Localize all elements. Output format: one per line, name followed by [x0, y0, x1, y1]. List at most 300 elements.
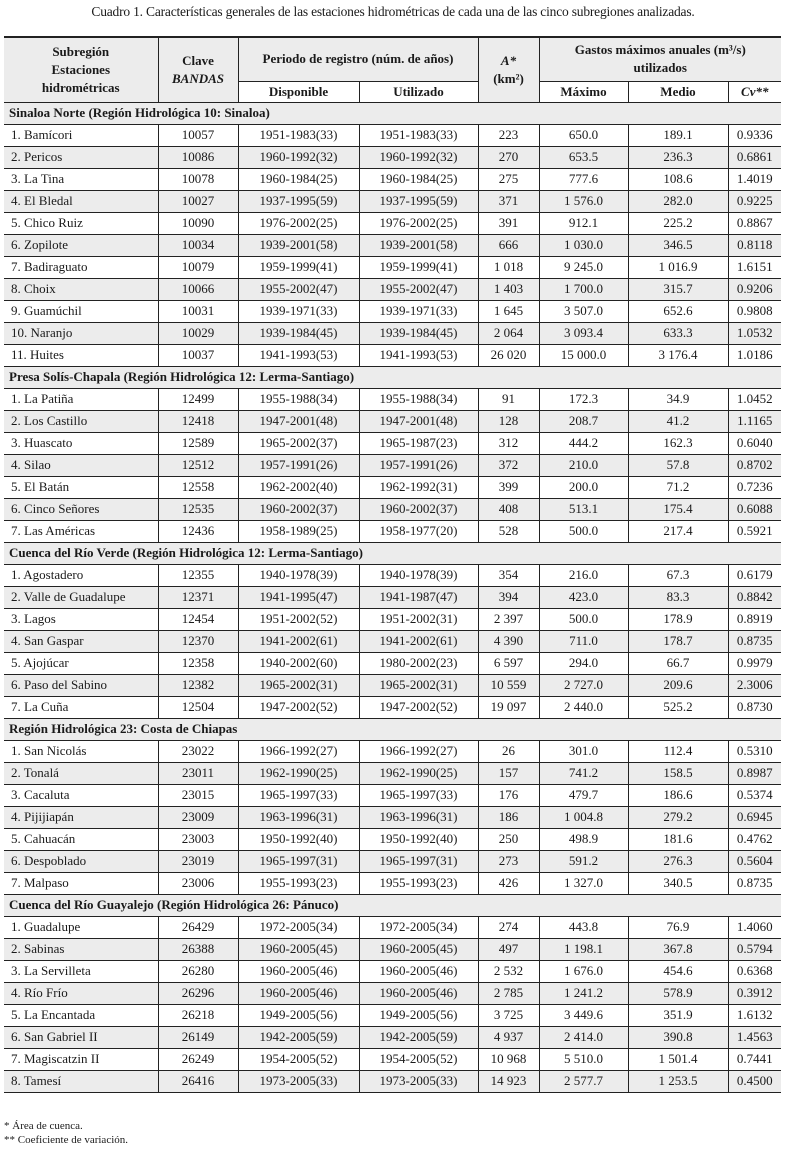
periodo-disponible-cell: 1940-2002(60) [238, 652, 359, 674]
clave-cell: 12370 [158, 630, 238, 652]
table-row [4, 828, 781, 850]
table-row [4, 564, 781, 586]
station-name-cell: 3. Huascato [4, 432, 158, 454]
clave-cell: 12371 [158, 586, 238, 608]
gasto-medio-cell: 390.8 [628, 1026, 728, 1048]
table-row [4, 696, 781, 718]
gasto-maximo-cell: 208.7 [539, 410, 628, 432]
periodo-disponible-cell: 1960-2005(46) [238, 982, 359, 1004]
table-row [4, 806, 781, 828]
gasto-maximo-cell: 741.2 [539, 762, 628, 784]
gasto-maximo-cell: 912.1 [539, 212, 628, 234]
cv-cell: 0.5604 [728, 850, 781, 872]
cv-cell: 1.6132 [728, 1004, 781, 1026]
periodo-disponible-cell: 1941-1993(53) [238, 344, 359, 366]
header-disponible: Disponible [238, 81, 359, 102]
area-cell: 91 [478, 388, 539, 410]
area-cell: 372 [478, 454, 539, 476]
station-name-cell: 5. Cahuacán [4, 828, 158, 850]
periodo-disponible-cell: 1976-2002(25) [238, 212, 359, 234]
area-cell: 273 [478, 850, 539, 872]
station-name-cell: 2. Los Castillo [4, 410, 158, 432]
gasto-medio-cell: 225.2 [628, 212, 728, 234]
clave-cell: 12512 [158, 454, 238, 476]
station-name-cell: 8. Choix [4, 278, 158, 300]
header-cv: Cv** [728, 81, 781, 102]
area-cell: 391 [478, 212, 539, 234]
gasto-maximo-cell: 498.9 [539, 828, 628, 850]
area-cell: 354 [478, 564, 539, 586]
gasto-maximo-cell: 423.0 [539, 586, 628, 608]
table-row [4, 278, 781, 300]
cv-cell: 0.4762 [728, 828, 781, 850]
clave-cell: 10031 [158, 300, 238, 322]
footnote-area: * Área de cuenca. [4, 1120, 83, 1132]
area-cell: 157 [478, 762, 539, 784]
clave-cell: 26429 [158, 916, 238, 938]
station-name-cell: 7. Magiscatzin II [4, 1048, 158, 1070]
gasto-medio-cell: 525.2 [628, 696, 728, 718]
header-subregion-line2: Estaciones [51, 61, 110, 77]
gasto-medio-cell: 236.3 [628, 146, 728, 168]
table-row [4, 344, 781, 366]
stations-table [4, 36, 781, 1093]
gasto-medio-cell: 178.7 [628, 630, 728, 652]
table-row [4, 124, 781, 146]
periodo-utilizado-cell: 1955-1988(34) [359, 388, 478, 410]
table-body [4, 102, 781, 1092]
gasto-medio-cell: 189.1 [628, 124, 728, 146]
station-name-cell: 10. Naranjo [4, 322, 158, 344]
periodo-utilizado-cell: 1939-2001(58) [359, 234, 478, 256]
area-cell: 666 [478, 234, 539, 256]
clave-cell: 12382 [158, 674, 238, 696]
periodo-disponible-cell: 1960-1984(25) [238, 168, 359, 190]
gasto-maximo-cell: 653.5 [539, 146, 628, 168]
gasto-medio-cell: 1 016.9 [628, 256, 728, 278]
gasto-maximo-cell: 9 245.0 [539, 256, 628, 278]
station-name-cell: 2. Valle de Guadalupe [4, 586, 158, 608]
gasto-medio-cell: 217.4 [628, 520, 728, 542]
station-name-cell: 11. Huites [4, 344, 158, 366]
area-cell: 408 [478, 498, 539, 520]
periodo-disponible-cell: 1951-2002(52) [238, 608, 359, 630]
cv-cell: 0.8987 [728, 762, 781, 784]
header-medio: Medio [628, 81, 728, 102]
cv-cell: 0.5921 [728, 520, 781, 542]
station-name-cell: 6. Zopilote [4, 234, 158, 256]
cv-cell: 0.5374 [728, 784, 781, 806]
gasto-medio-cell: 178.9 [628, 608, 728, 630]
area-cell: 128 [478, 410, 539, 432]
area-cell: 26 020 [478, 344, 539, 366]
gasto-medio-cell: 112.4 [628, 740, 728, 762]
table-row [4, 1026, 781, 1048]
clave-cell: 10029 [158, 322, 238, 344]
gasto-maximo-cell: 444.2 [539, 432, 628, 454]
table-row [4, 872, 781, 894]
cv-cell: 0.9336 [728, 124, 781, 146]
gasto-maximo-cell: 200.0 [539, 476, 628, 498]
station-name-cell: 8. Tamesí [4, 1070, 158, 1092]
periodo-disponible-cell: 1963-1996(31) [238, 806, 359, 828]
periodo-utilizado-cell: 1972-2005(34) [359, 916, 478, 938]
gasto-medio-cell: 57.8 [628, 454, 728, 476]
table-row [4, 146, 781, 168]
gasto-medio-cell: 340.5 [628, 872, 728, 894]
periodo-utilizado-cell: 1965-1997(33) [359, 784, 478, 806]
cv-cell: 0.9979 [728, 652, 781, 674]
area-cell: 186 [478, 806, 539, 828]
periodo-utilizado-cell: 1960-2005(46) [359, 960, 478, 982]
periodo-utilizado-cell: 1954-2005(52) [359, 1048, 478, 1070]
table-row [4, 630, 781, 652]
station-name-cell: 2. Sabinas [4, 938, 158, 960]
header-utilizado: Utilizado [359, 81, 478, 102]
gasto-maximo-cell: 1 327.0 [539, 872, 628, 894]
periodo-utilizado-cell: 1960-2002(37) [359, 498, 478, 520]
clave-cell: 26416 [158, 1070, 238, 1092]
gasto-medio-cell: 3 176.4 [628, 344, 728, 366]
area-cell: 2 397 [478, 608, 539, 630]
cv-cell: 0.6861 [728, 146, 781, 168]
gasto-medio-cell: 175.4 [628, 498, 728, 520]
station-name-cell: 9. Guamúchil [4, 300, 158, 322]
gasto-medio-cell: 633.3 [628, 322, 728, 344]
periodo-utilizado-cell: 1976-2002(25) [359, 212, 478, 234]
gasto-maximo-cell: 500.0 [539, 520, 628, 542]
periodo-utilizado-cell: 1941-1993(53) [359, 344, 478, 366]
periodo-disponible-cell: 1972-2005(34) [238, 916, 359, 938]
cv-cell: 0.9206 [728, 278, 781, 300]
gasto-medio-cell: 652.6 [628, 300, 728, 322]
gasto-maximo-cell: 777.6 [539, 168, 628, 190]
station-name-cell: 4. Río Frío [4, 982, 158, 1004]
table-row [4, 256, 781, 278]
cv-cell: 0.8735 [728, 872, 781, 894]
gasto-maximo-cell: 15 000.0 [539, 344, 628, 366]
area-cell: 26 [478, 740, 539, 762]
periodo-utilizado-cell: 1947-2002(52) [359, 696, 478, 718]
table-row [4, 190, 781, 212]
periodo-disponible-cell: 1947-2002(52) [238, 696, 359, 718]
gasto-medio-cell: 181.6 [628, 828, 728, 850]
clave-cell: 26280 [158, 960, 238, 982]
area-cell: 10 968 [478, 1048, 539, 1070]
header-area [478, 37, 539, 102]
gasto-maximo-cell: 1 030.0 [539, 234, 628, 256]
cv-cell: 1.4060 [728, 916, 781, 938]
periodo-disponible-cell: 1940-1978(39) [238, 564, 359, 586]
periodo-disponible-cell: 1962-1990(25) [238, 762, 359, 784]
periodo-utilizado-cell: 1960-1992(32) [359, 146, 478, 168]
area-cell: 1 645 [478, 300, 539, 322]
cv-cell: 0.5310 [728, 740, 781, 762]
header-clave [158, 37, 238, 102]
station-name-cell: 5. Ajojúcar [4, 652, 158, 674]
table-header [4, 37, 781, 102]
table-row [4, 586, 781, 608]
area-cell: 250 [478, 828, 539, 850]
periodo-disponible-cell: 1960-2002(37) [238, 498, 359, 520]
area-cell: 1 018 [478, 256, 539, 278]
periodo-disponible-cell: 1941-1995(47) [238, 586, 359, 608]
table-row [4, 300, 781, 322]
periodo-utilizado-cell: 1960-2005(46) [359, 982, 478, 1004]
cv-cell: 0.6179 [728, 564, 781, 586]
cv-cell: 1.0532 [728, 322, 781, 344]
gasto-medio-cell: 315.7 [628, 278, 728, 300]
area-cell: 223 [478, 124, 539, 146]
cv-cell: 1.0186 [728, 344, 781, 366]
gasto-medio-cell: 162.3 [628, 432, 728, 454]
table-row [4, 960, 781, 982]
table-row [4, 322, 781, 344]
cv-cell: 1.4019 [728, 168, 781, 190]
station-name-cell: 7. Badiraguato [4, 256, 158, 278]
table-row [4, 388, 781, 410]
periodo-disponible-cell: 1965-2002(37) [238, 432, 359, 454]
periodo-utilizado-cell: 1949-2005(56) [359, 1004, 478, 1026]
periodo-utilizado-cell: 1941-2002(61) [359, 630, 478, 652]
periodo-disponible-cell: 1965-1997(31) [238, 850, 359, 872]
clave-cell: 10037 [158, 344, 238, 366]
table-row [4, 652, 781, 674]
area-cell: 371 [478, 190, 539, 212]
gasto-maximo-cell: 1 198.1 [539, 938, 628, 960]
area-cell: 275 [478, 168, 539, 190]
clave-cell: 12535 [158, 498, 238, 520]
cv-cell: 0.6040 [728, 432, 781, 454]
cv-cell: 2.3006 [728, 674, 781, 696]
periodo-utilizado-cell: 1950-1992(40) [359, 828, 478, 850]
gasto-maximo-cell: 2 577.7 [539, 1070, 628, 1092]
cv-cell: 1.0452 [728, 388, 781, 410]
cv-cell: 0.8867 [728, 212, 781, 234]
gasto-medio-cell: 34.9 [628, 388, 728, 410]
station-name-cell: 2. Tonalá [4, 762, 158, 784]
clave-cell: 10057 [158, 124, 238, 146]
periodo-disponible-cell: 1965-2002(31) [238, 674, 359, 696]
section-header-row [4, 366, 781, 388]
cv-cell: 1.6151 [728, 256, 781, 278]
cv-cell: 0.6945 [728, 806, 781, 828]
gasto-maximo-cell: 3 449.6 [539, 1004, 628, 1026]
gasto-medio-cell: 367.8 [628, 938, 728, 960]
station-name-cell: 4. Pijijiapán [4, 806, 158, 828]
table-row [4, 1048, 781, 1070]
area-cell: 4 937 [478, 1026, 539, 1048]
gasto-maximo-cell: 443.8 [539, 916, 628, 938]
clave-cell: 12355 [158, 564, 238, 586]
section-title: Presa Solís-Chapala (Región Hidrológica 12: Lerma-Santiago) [4, 366, 781, 388]
periodo-disponible-cell: 1954-2005(52) [238, 1048, 359, 1070]
periodo-disponible-cell: 1951-1983(33) [238, 124, 359, 146]
periodo-utilizado-cell: 1963-1996(31) [359, 806, 478, 828]
station-name-cell: 1. Bamícori [4, 124, 158, 146]
area-cell: 528 [478, 520, 539, 542]
station-name-cell: 1. Agostadero [4, 564, 158, 586]
clave-cell: 12504 [158, 696, 238, 718]
area-cell: 270 [478, 146, 539, 168]
gasto-medio-cell: 83.3 [628, 586, 728, 608]
gasto-maximo-cell: 294.0 [539, 652, 628, 674]
periodo-utilizado-cell: 1951-2002(31) [359, 608, 478, 630]
periodo-utilizado-cell: 1965-2002(31) [359, 674, 478, 696]
station-name-cell: 3. Lagos [4, 608, 158, 630]
gasto-maximo-cell: 1 004.8 [539, 806, 628, 828]
gasto-medio-cell: 578.9 [628, 982, 728, 1004]
periodo-utilizado-cell: 1960-1984(25) [359, 168, 478, 190]
clave-cell: 26149 [158, 1026, 238, 1048]
periodo-disponible-cell: 1955-1988(34) [238, 388, 359, 410]
area-cell: 4 390 [478, 630, 539, 652]
clave-cell: 26388 [158, 938, 238, 960]
clave-cell: 12418 [158, 410, 238, 432]
table-row [4, 850, 781, 872]
cv-cell: 0.6368 [728, 960, 781, 982]
gasto-maximo-cell: 2 440.0 [539, 696, 628, 718]
clave-cell: 23003 [158, 828, 238, 850]
periodo-utilizado-cell: 1955-1993(23) [359, 872, 478, 894]
cv-cell: 0.7236 [728, 476, 781, 498]
clave-cell: 23009 [158, 806, 238, 828]
gasto-medio-cell: 71.2 [628, 476, 728, 498]
station-name-cell: 6. Despoblado [4, 850, 158, 872]
periodo-disponible-cell: 1947-2001(48) [238, 410, 359, 432]
section-title: Cuenca del Río Guayalejo (Región Hidrológica 26: Pánuco) [4, 894, 781, 916]
section-header-row [4, 102, 781, 124]
table-row [4, 432, 781, 454]
cv-cell: 0.8842 [728, 586, 781, 608]
header-gastos [539, 37, 781, 81]
area-cell: 14 923 [478, 1070, 539, 1092]
periodo-disponible-cell: 1950-1992(40) [238, 828, 359, 850]
periodo-utilizado-cell: 1959-1999(41) [359, 256, 478, 278]
periodo-disponible-cell: 1966-1992(27) [238, 740, 359, 762]
header-area-symbol: A* [500, 52, 517, 68]
gasto-maximo-cell: 1 241.2 [539, 982, 628, 1004]
gasto-maximo-cell: 3 507.0 [539, 300, 628, 322]
gasto-maximo-cell: 650.0 [539, 124, 628, 146]
gasto-maximo-cell: 5 510.0 [539, 1048, 628, 1070]
table-row [4, 498, 781, 520]
periodo-utilizado-cell: 1947-2001(48) [359, 410, 478, 432]
periodo-disponible-cell: 1937-1995(59) [238, 190, 359, 212]
gasto-medio-cell: 454.6 [628, 960, 728, 982]
table-row [4, 1070, 781, 1092]
cv-cell: 0.3912 [728, 982, 781, 1004]
table-row [4, 674, 781, 696]
table-row [4, 982, 781, 1004]
periodo-disponible-cell: 1957-1991(26) [238, 454, 359, 476]
clave-cell: 26296 [158, 982, 238, 1004]
station-name-cell: 7. La Cuña [4, 696, 158, 718]
station-name-cell: 3. La Servilleta [4, 960, 158, 982]
header-maximo: Máximo [539, 81, 628, 102]
table-row [4, 168, 781, 190]
gasto-medio-cell: 282.0 [628, 190, 728, 212]
section-title: Región Hidrológica 23: Costa de Chiapas [4, 718, 781, 740]
periodo-utilizado-cell: 1965-1987(23) [359, 432, 478, 454]
periodo-utilizado-cell: 1941-1987(47) [359, 586, 478, 608]
gasto-medio-cell: 67.3 [628, 564, 728, 586]
table-row [4, 916, 781, 938]
area-cell: 3 725 [478, 1004, 539, 1026]
clave-cell: 12358 [158, 652, 238, 674]
periodo-disponible-cell: 1955-1993(23) [238, 872, 359, 894]
periodo-utilizado-cell: 1937-1995(59) [359, 190, 478, 212]
clave-cell: 10034 [158, 234, 238, 256]
gasto-medio-cell: 186.6 [628, 784, 728, 806]
area-cell: 312 [478, 432, 539, 454]
station-name-cell: 1. Guadalupe [4, 916, 158, 938]
area-cell: 6 597 [478, 652, 539, 674]
station-name-cell: 2. Pericos [4, 146, 158, 168]
gasto-maximo-cell: 2 414.0 [539, 1026, 628, 1048]
table-row [4, 608, 781, 630]
gasto-medio-cell: 108.6 [628, 168, 728, 190]
clave-cell: 12454 [158, 608, 238, 630]
cv-cell: 0.9225 [728, 190, 781, 212]
gasto-medio-cell: 41.2 [628, 410, 728, 432]
clave-cell: 26218 [158, 1004, 238, 1026]
periodo-utilizado-cell: 1965-1997(31) [359, 850, 478, 872]
table-row [4, 938, 781, 960]
periodo-disponible-cell: 1942-2005(59) [238, 1026, 359, 1048]
cv-cell: 0.8730 [728, 696, 781, 718]
periodo-utilizado-cell: 1980-2002(23) [359, 652, 478, 674]
cv-cell: 0.8118 [728, 234, 781, 256]
area-cell: 10 559 [478, 674, 539, 696]
cv-cell: 0.5794 [728, 938, 781, 960]
gasto-medio-cell: 76.9 [628, 916, 728, 938]
area-cell: 274 [478, 916, 539, 938]
periodo-disponible-cell: 1949-2005(56) [238, 1004, 359, 1026]
header-gastos-line2: utilizados [633, 60, 687, 76]
periodo-disponible-cell: 1960-1992(32) [238, 146, 359, 168]
table-row [4, 454, 781, 476]
gasto-medio-cell: 66.7 [628, 652, 728, 674]
station-name-cell: 5. Chico Ruiz [4, 212, 158, 234]
periodo-disponible-cell: 1960-2005(45) [238, 938, 359, 960]
periodo-utilizado-cell: 1966-1992(27) [359, 740, 478, 762]
periodo-disponible-cell: 1960-2005(46) [238, 960, 359, 982]
table-row [4, 212, 781, 234]
clave-cell: 23006 [158, 872, 238, 894]
table-row [4, 1004, 781, 1026]
periodo-disponible-cell: 1958-1989(25) [238, 520, 359, 542]
header-gastos-line1: Gastos máximos anuales (m³/s) [574, 42, 746, 58]
area-cell: 1 403 [478, 278, 539, 300]
clave-cell: 12589 [158, 432, 238, 454]
clave-cell: 26249 [158, 1048, 238, 1070]
table-row [4, 234, 781, 256]
area-cell: 394 [478, 586, 539, 608]
gasto-maximo-cell: 479.7 [539, 784, 628, 806]
gasto-maximo-cell: 591.2 [539, 850, 628, 872]
clave-cell: 12436 [158, 520, 238, 542]
station-name-cell: 6. Cinco Señores [4, 498, 158, 520]
clave-cell: 23011 [158, 762, 238, 784]
gasto-maximo-cell: 1 676.0 [539, 960, 628, 982]
station-name-cell: 4. San Gaspar [4, 630, 158, 652]
table-row [4, 762, 781, 784]
clave-cell: 10090 [158, 212, 238, 234]
gasto-medio-cell: 158.5 [628, 762, 728, 784]
section-header-row [4, 542, 781, 564]
gasto-maximo-cell: 1 576.0 [539, 190, 628, 212]
